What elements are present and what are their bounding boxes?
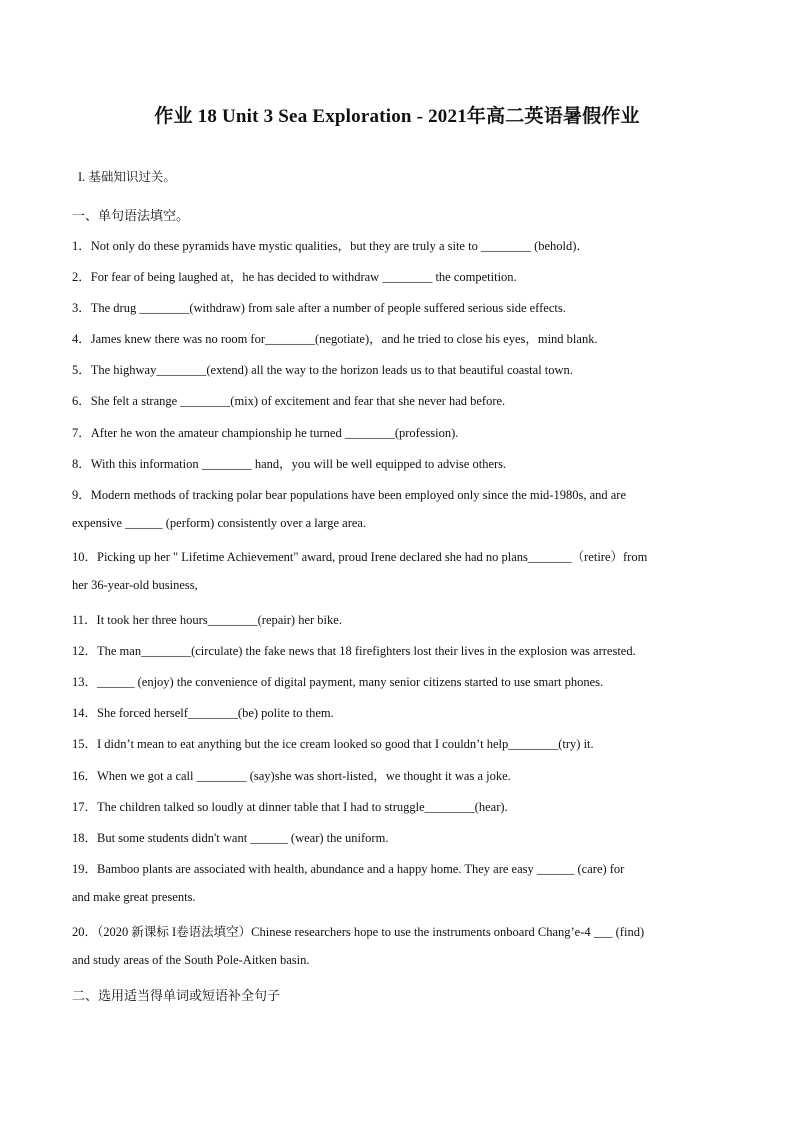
question-13: 13．______ (enjoy) the convenience of digital payment, many senior citizens started to use smart phones. bbox=[72, 675, 604, 689]
section-heading-2: 二、选用适当得单词或短语补全句子 bbox=[72, 988, 281, 1003]
question-14: 14．She forced herself________(be) polite to them. bbox=[72, 706, 334, 720]
question-10: 10．Picking up her " Lifetime Achievement" award, proud Irene declared she had no plans_______（retire）from bbox=[72, 550, 648, 564]
section-heading: 一、单句语法填空。 bbox=[72, 208, 190, 223]
question-15: 15．I didn’t mean to eat anything but the ice cream looked so good that I couldn’t help________(try) it. bbox=[72, 737, 594, 751]
question-9-continuation: expensive ______ (perform) consistently over a large area. bbox=[72, 516, 367, 530]
question-10-continuation: her 36-year-old business, bbox=[72, 578, 198, 592]
question-20-continuation: and study areas of the South Pole-Aitken basin. bbox=[72, 953, 310, 967]
question-17: 17．The children talked so loudly at dinner table that I had to struggle________(hear). bbox=[72, 800, 508, 814]
question-20: 20．（2020 新课标 I卷语法填空）Chinese researchers hope to use the instruments onboard Chang’e-4 ___ (find) bbox=[72, 925, 645, 939]
question-4: 4．James knew there was no room for________(negotiate)，and he tried to close his eyes，mind blank. bbox=[72, 332, 598, 346]
question-7: 7．After he won the amateur championship he turned ________(profession). bbox=[72, 426, 459, 440]
question-6: 6．She felt a strange ________(mix) of excitement and fear that she never had before. bbox=[72, 394, 506, 408]
question-19-continuation: and make great presents. bbox=[72, 890, 196, 904]
question-11: 11．It took her three hours________(repair) her bike. bbox=[72, 613, 342, 627]
question-3: 3．The drug ________(withdraw) from sale after a number of people suffered serious side effects. bbox=[72, 301, 566, 315]
question-18: 18．But some students didn't want ______ (wear) the uniform. bbox=[72, 831, 389, 845]
part-heading: I. 基础知识过关。 bbox=[78, 170, 176, 184]
page-title: 作业 18 Unit 3 Sea Exploration - 2021年高二英语暑假作业 bbox=[154, 106, 640, 127]
question-9: 9．Modern methods of tracking polar bear populations have been employed only since the mid-1980s, and are bbox=[72, 488, 627, 502]
question-19: 19．Bamboo plants are associated with health, abundance and a happy home. They are easy ______ (care) for bbox=[72, 862, 625, 876]
question-1: 1．Not only do these pyramids have mystic qualities，but they are truly a site to ________ (behold)． bbox=[72, 239, 589, 253]
question-2: 2．For fear of being laughed at，he has decided to withdraw ________ the competition. bbox=[72, 270, 517, 284]
question-12: 12．The man________(circulate) the fake news that 18 firefighters lost their lives in the explosion was arrested. bbox=[72, 644, 636, 658]
question-8: 8．With this information ________ hand，you will be well equipped to advise others. bbox=[72, 457, 507, 471]
question-5: 5．The highway________(extend) all the way to the horizon leads us to that beautiful coastal town. bbox=[72, 363, 573, 377]
question-16: 16．When we got a call ________ (say)she was short-listed，we thought it was a joke. bbox=[72, 769, 511, 783]
